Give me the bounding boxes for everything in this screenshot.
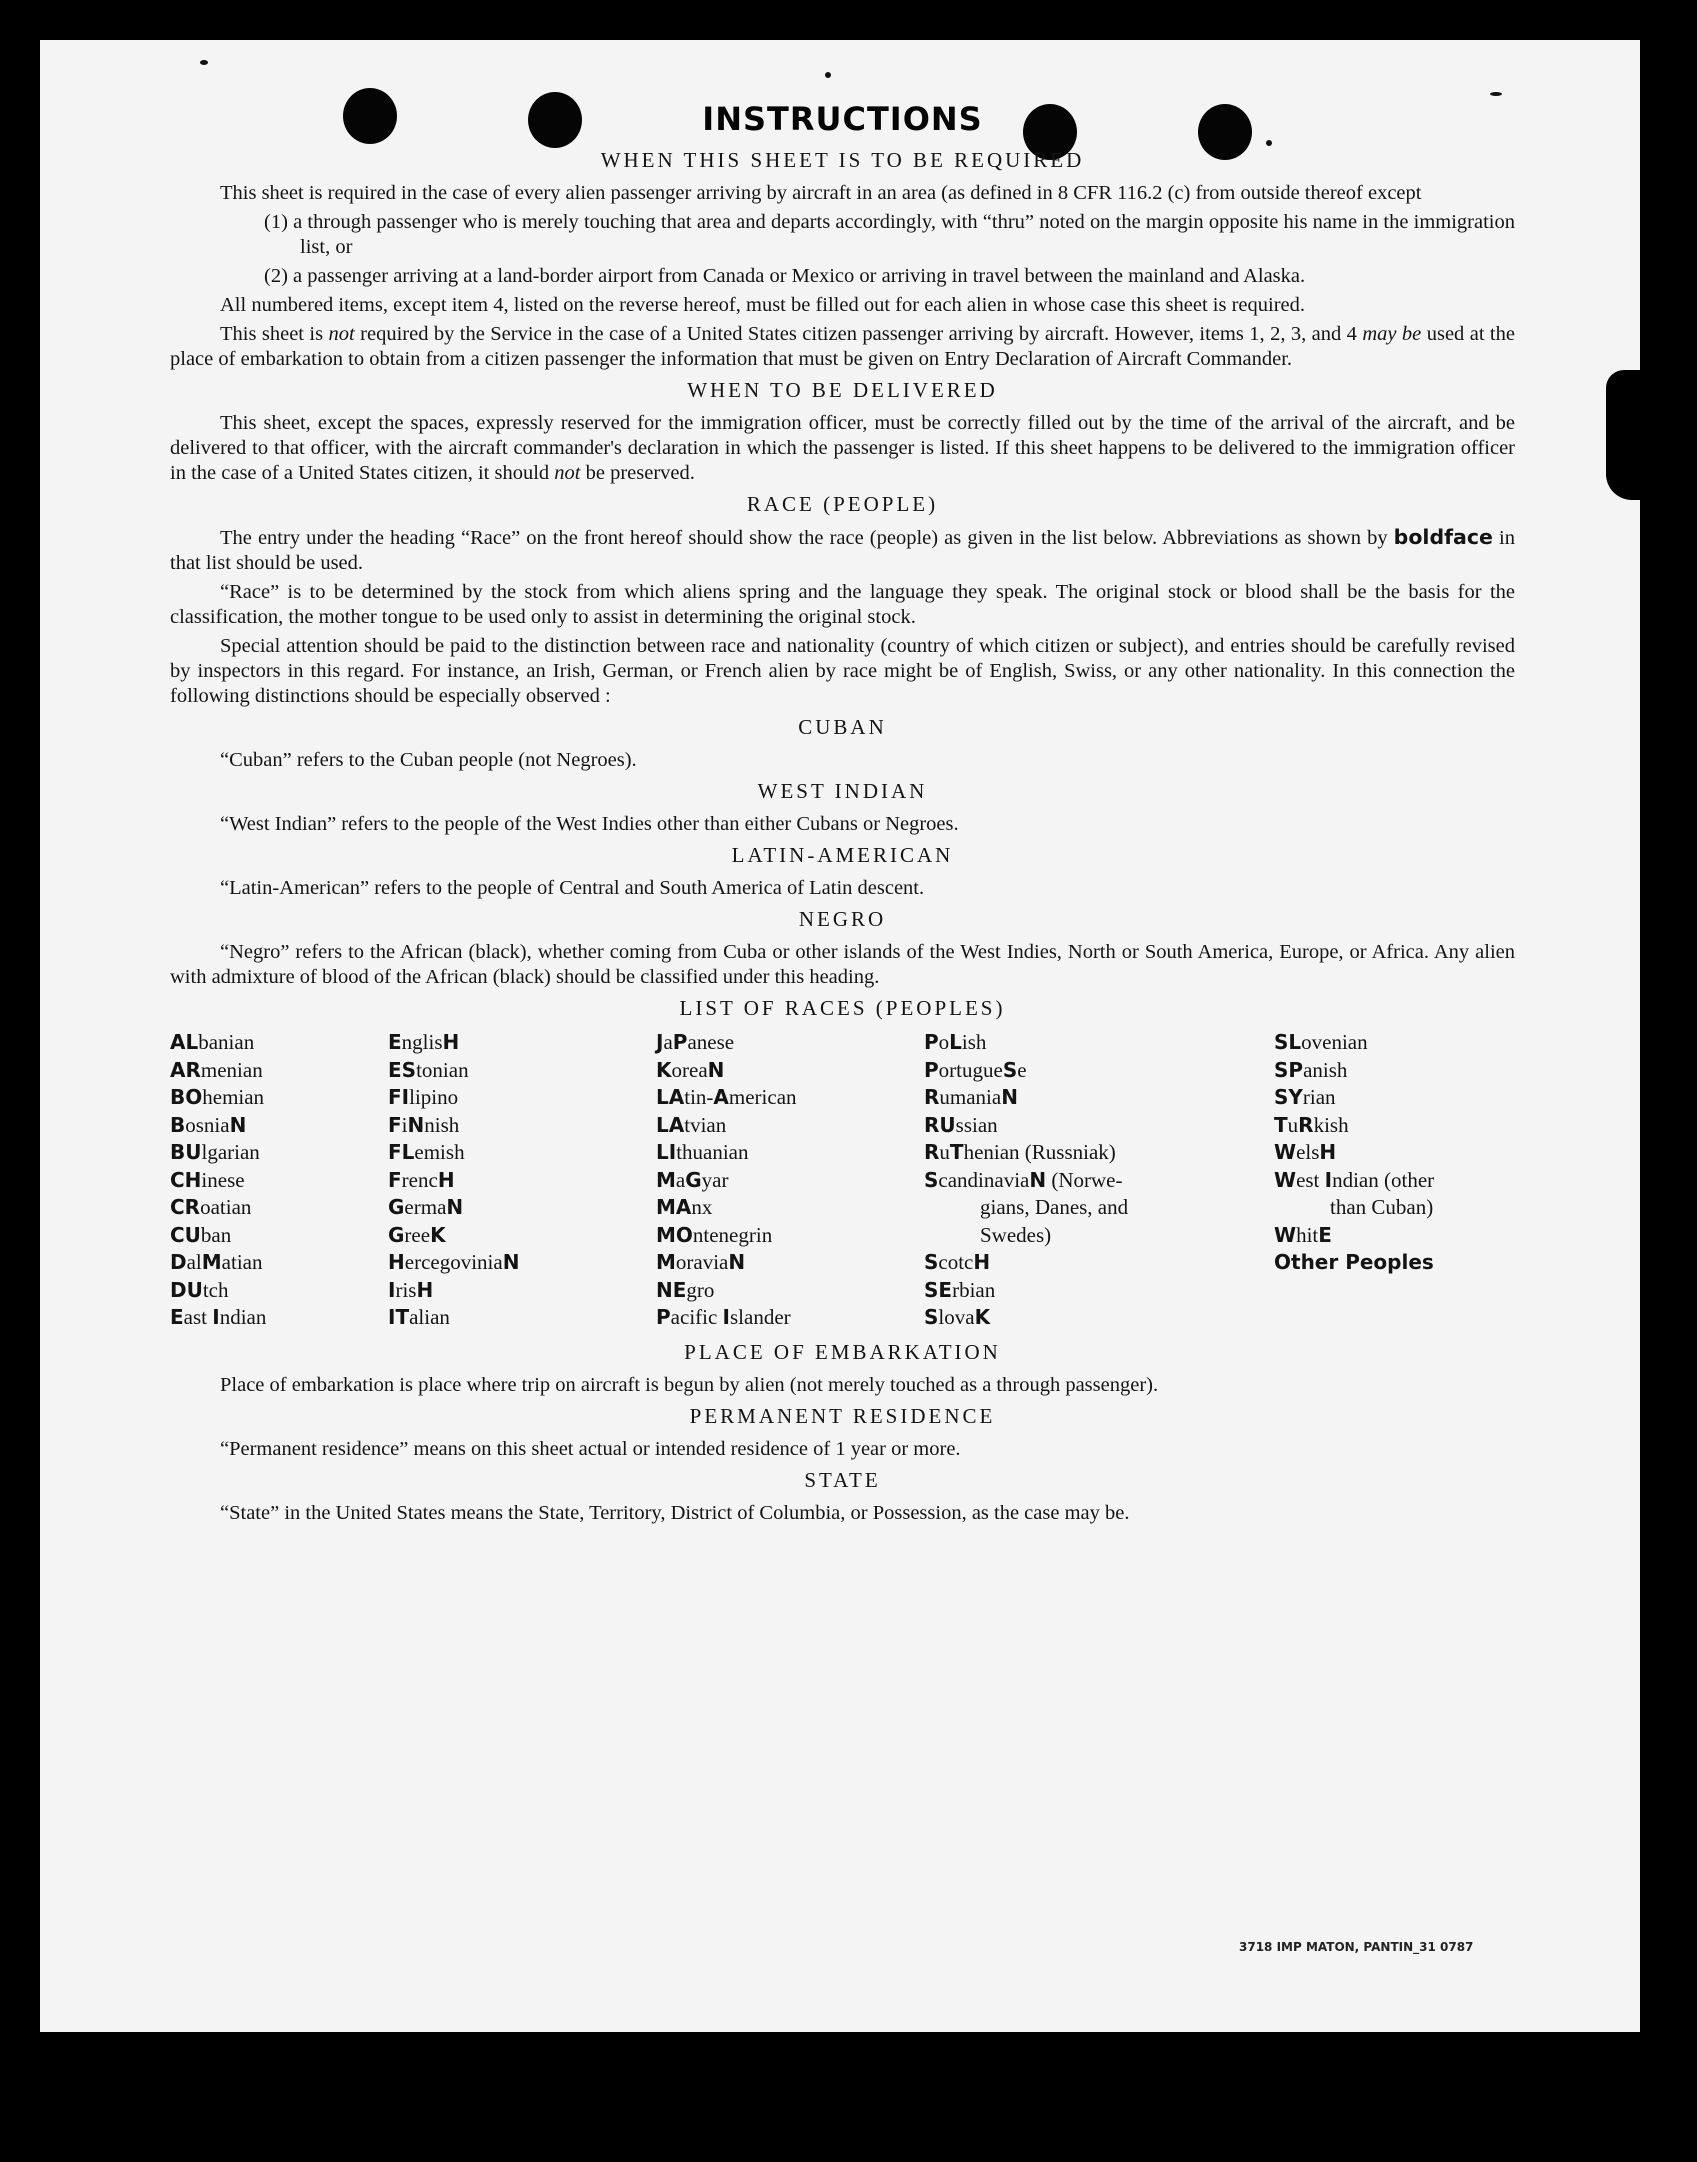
race-text: candinavia — [938, 1167, 1030, 1192]
heading-negro: NEGRO — [798, 907, 887, 931]
race-abbrev: N — [1029, 1167, 1047, 1192]
race-text: lipino — [409, 1085, 459, 1109]
race-abbrev: P — [924, 1030, 939, 1054]
text-run: in that list should be used. — [170, 527, 1515, 574]
race-text: hemian — [202, 1085, 265, 1109]
text-run: This sheet, except the spaces, expressly reserved for the immigration officer, must be correctly filled out by the time of the arrival of the aircraft, and be delivered to that officer, with the aircraft commander's declaration in which the passenger is listed. If this sheet happens to be delivered to the immigration officer in the case of a United States citizen, it should — [170, 412, 1515, 484]
race-item — [924, 1222, 1274, 1250]
heading-west-indian: WEST INDIAN — [757, 779, 928, 803]
race-item — [170, 1304, 388, 1332]
race-text: alian — [409, 1305, 450, 1329]
race-column — [924, 1029, 1274, 1332]
heading-embarkation: PLACE OF EMBARKATION — [684, 1339, 1001, 1364]
race-text: orea — [671, 1057, 708, 1082]
race-abbrev: DU — [170, 1277, 203, 1302]
race-item — [1274, 1222, 1514, 1250]
race-abbrev: W — [1274, 1140, 1297, 1164]
race-text: anish — [1303, 1057, 1348, 1082]
race-item — [656, 1057, 924, 1085]
race-abbrev: MO — [656, 1222, 693, 1247]
race-item — [924, 1139, 1274, 1167]
race-abbrev: N — [707, 1057, 725, 1082]
race-text: menian — [200, 1057, 263, 1082]
race-text: merican — [728, 1085, 797, 1109]
race-text: u — [1287, 1112, 1299, 1137]
race-text: ndian — [219, 1305, 267, 1329]
race-item — [388, 1304, 656, 1332]
heading-when-delivered: WHEN TO BE DELIVERED — [687, 378, 998, 402]
race-text: nx — [691, 1195, 713, 1219]
race-abbrev: I — [1324, 1167, 1333, 1192]
paragraph-race-3: Special attention should be paid to the distinction between race and nationality (country of which citizen or subject), and entries should be carefully revised by inspectors in this regard. For instance, an Irish, German, or French alien by race might be of English, Swiss, or any other nationality. In this connection the following distinctions should be especially observed : — [170, 635, 1515, 707]
race-abbrev: B — [170, 1112, 186, 1137]
exception-1: (1) a through passenger who is merely touching that area and departs accordingly, with “thru” noted on the margin opposite his name in the immigration list, or — [264, 211, 1515, 258]
race-item — [924, 1112, 1274, 1140]
race-abbrev: G — [388, 1195, 405, 1219]
race-abbrev: N — [1001, 1085, 1018, 1109]
race-abbrev: S — [1002, 1057, 1018, 1082]
text-run: The entry under the heading “Race” on the front hereof should show the race (people) as given in the list below. Abbreviations as shown by — [220, 527, 1394, 549]
paragraph-delivered — [170, 411, 1515, 486]
paragraph-numbered-items: All numbered items, except item 4, listed on the reverse hereof, must be filled out for each alien in whose case this sheet is required. — [220, 294, 1306, 316]
race-abbrev: ES — [388, 1057, 417, 1082]
race-text: Swedes) — [980, 1222, 1052, 1247]
race-abbrev: M — [201, 1250, 222, 1274]
race-item — [656, 1194, 924, 1222]
race-abbrev: H — [973, 1250, 991, 1274]
race-abbrev: AR — [170, 1057, 201, 1082]
race-text: al — [186, 1250, 202, 1274]
race-item — [388, 1112, 656, 1140]
race-abbrev: Other Peoples — [1274, 1250, 1434, 1274]
race-text: ntenegrin — [692, 1222, 773, 1247]
race-text: tin- — [684, 1085, 714, 1109]
race-abbrev: NE — [656, 1277, 687, 1302]
race-text: inese — [201, 1167, 245, 1192]
race-text: rian — [1302, 1085, 1336, 1109]
race-abbrev: N — [728, 1250, 746, 1274]
race-text: est — [1296, 1167, 1325, 1192]
race-text: ast — [183, 1305, 213, 1329]
race-abbrev: H — [442, 1030, 460, 1054]
instructions-content — [170, 100, 1515, 1530]
race-text: than Cuban) — [1330, 1195, 1434, 1219]
race-abbrev: T — [1274, 1112, 1288, 1137]
race-text: ortugue — [938, 1057, 1003, 1082]
race-abbrev: S — [924, 1305, 939, 1329]
race-abbrev: RU — [924, 1112, 956, 1137]
race-text: i — [401, 1112, 408, 1137]
race-text: a — [675, 1167, 686, 1192]
race-column — [170, 1029, 388, 1332]
race-text: rbian — [952, 1277, 996, 1302]
race-abbrev: G — [388, 1222, 405, 1247]
race-list — [170, 1029, 1515, 1332]
race-abbrev: P — [672, 1030, 688, 1054]
race-text: emish — [414, 1140, 465, 1164]
bold-word: boldface — [1393, 525, 1493, 549]
race-abbrev: LA — [656, 1085, 685, 1109]
race-text: oravia — [675, 1250, 729, 1274]
paragraph-intro: This sheet is required in the case of every alien passenger arriving by aircraft in an area (as defined in 8 CFR 116.2 (c) from outside thereof except — [220, 182, 1422, 204]
race-item — [388, 1194, 656, 1222]
race-item — [170, 1222, 388, 1250]
race-text: lova — [938, 1305, 975, 1329]
race-abbrev: W — [1274, 1167, 1297, 1192]
race-item — [170, 1029, 388, 1057]
race-abbrev: P — [656, 1305, 671, 1329]
race-text: banian — [198, 1030, 255, 1054]
race-text: nish — [424, 1112, 460, 1137]
race-item — [170, 1084, 388, 1112]
race-text: erma — [404, 1195, 447, 1219]
race-abbrev: IT — [388, 1305, 410, 1329]
race-item — [924, 1194, 1274, 1222]
race-text: tvian — [684, 1112, 727, 1137]
race-text: els — [1296, 1140, 1320, 1164]
race-text: umania — [939, 1085, 1002, 1109]
race-text: ris — [395, 1277, 417, 1302]
race-abbrev: SY — [1274, 1085, 1303, 1109]
race-text: hit — [1296, 1222, 1319, 1247]
paragraph-latin-american: “Latin-American” refers to the people of Central and South America of Latin descent. — [220, 877, 925, 899]
race-abbrev: E — [170, 1305, 184, 1329]
race-text: kish — [1313, 1112, 1349, 1137]
race-column — [388, 1029, 656, 1332]
race-text: tch — [202, 1277, 229, 1302]
text-run: be preserved. — [580, 462, 695, 484]
race-item — [1274, 1029, 1514, 1057]
race-item — [656, 1167, 924, 1195]
race-abbrev: J — [656, 1030, 664, 1054]
race-item — [924, 1084, 1274, 1112]
race-item — [656, 1277, 924, 1305]
race-abbrev: N — [407, 1112, 425, 1137]
race-item — [388, 1277, 656, 1305]
race-abbrev: CH — [170, 1167, 202, 1192]
paragraph-negro: “Negro” refers to the African (black), whether coming from Cuba or other islands of the West Indies, North or South America, Europe, or Africa. Any alien with admixture of blood of the African (black) should be classified under this heading. — [170, 941, 1515, 988]
heading-cuban: CUBAN — [798, 715, 887, 739]
race-abbrev: CU — [170, 1222, 201, 1247]
page-title: INSTRUCTIONS — [702, 100, 983, 138]
race-abbrev: G — [685, 1167, 702, 1192]
race-abbrev: N — [229, 1112, 247, 1137]
race-item — [924, 1057, 1274, 1085]
race-item — [388, 1167, 656, 1195]
race-abbrev: FL — [388, 1140, 415, 1164]
race-text: u — [939, 1140, 950, 1164]
race-item — [388, 1139, 656, 1167]
race-abbrev: FI — [388, 1085, 410, 1109]
paragraph-residence: “Permanent residence” means on this sheet actual or intended residence of 1 year or more. — [220, 1437, 961, 1460]
race-item — [170, 1194, 388, 1222]
race-item — [170, 1139, 388, 1167]
race-abbrev: M — [656, 1250, 676, 1274]
race-text: ish — [961, 1030, 987, 1054]
race-item — [170, 1167, 388, 1195]
heading-list-of-races: LIST OF RACES (PEOPLES) — [679, 996, 1006, 1020]
race-abbrev: F — [388, 1167, 402, 1192]
race-abbrev: AL — [170, 1030, 199, 1054]
race-abbrev: S — [924, 1250, 939, 1274]
race-text: osnia — [185, 1112, 230, 1137]
race-item — [1274, 1194, 1514, 1222]
torn-edge — [1606, 370, 1640, 500]
heading-when-required: WHEN THIS SHEET IS TO BE REQUIRED — [600, 148, 1085, 172]
heading-race: RACE (PEOPLE) — [746, 492, 939, 516]
race-abbrev: SE — [924, 1277, 953, 1302]
race-text: slander — [730, 1305, 791, 1329]
race-item — [656, 1084, 924, 1112]
heading-permanent-residence: PERMANENT RESIDENCE — [689, 1403, 996, 1428]
race-abbrev: I — [388, 1277, 396, 1302]
race-item — [924, 1304, 1274, 1332]
race-abbrev: H — [1319, 1140, 1337, 1164]
race-item — [656, 1222, 924, 1250]
speck — [200, 60, 208, 65]
race-text: nglis — [401, 1030, 443, 1054]
paragraph-west-indian: “West Indian” refers to the people of the West Indies other than either Cubans or Negroes. — [220, 813, 959, 835]
race-text: thuanian — [676, 1140, 749, 1164]
race-abbrev: N — [446, 1195, 464, 1219]
race-abbrev: I — [722, 1305, 730, 1329]
race-text: ban — [200, 1222, 232, 1247]
race-item — [1274, 1112, 1514, 1140]
race-item — [1274, 1249, 1514, 1277]
race-abbrev: K — [656, 1057, 672, 1082]
race-abbrev: N — [502, 1250, 520, 1274]
heading-state: STATE — [804, 1467, 881, 1492]
race-item — [170, 1277, 388, 1305]
race-item — [924, 1277, 1274, 1305]
race-item — [656, 1029, 924, 1057]
race-item — [656, 1304, 924, 1332]
race-column — [1274, 1029, 1514, 1332]
race-text: yar — [701, 1167, 729, 1192]
race-item — [1274, 1139, 1514, 1167]
race-text: ovenian — [1301, 1030, 1368, 1054]
race-text: renc — [401, 1167, 438, 1192]
race-abbrev: L — [949, 1030, 962, 1054]
race-abbrev: I — [212, 1305, 220, 1329]
document-sheet — [40, 40, 1640, 2032]
race-abbrev: H — [437, 1167, 455, 1192]
race-text: (Norwe- — [1046, 1167, 1123, 1192]
race-abbrev: T — [949, 1140, 964, 1164]
race-abbrev: P — [924, 1057, 939, 1082]
race-abbrev: LI — [656, 1140, 677, 1164]
race-column — [656, 1029, 924, 1332]
race-text: o — [938, 1030, 950, 1054]
race-item — [1274, 1057, 1514, 1085]
race-item — [170, 1249, 388, 1277]
race-item — [656, 1139, 924, 1167]
race-item — [388, 1249, 656, 1277]
race-abbrev: A — [713, 1085, 729, 1109]
race-abbrev: S — [924, 1167, 939, 1192]
race-text: oatian — [200, 1195, 252, 1219]
exception-2: (2) a passenger arriving at a land-border airport from Canada or Mexico or arriving in travel between the mainland and Alaska. — [264, 265, 1306, 287]
race-abbrev: D — [170, 1250, 187, 1274]
italic-not: not — [328, 323, 355, 345]
race-item — [388, 1222, 656, 1250]
race-item — [388, 1057, 656, 1085]
race-item — [924, 1029, 1274, 1057]
race-abbrev: BU — [170, 1140, 202, 1164]
race-text: ssian — [955, 1112, 998, 1137]
race-text: gians, Danes, and — [980, 1195, 1129, 1219]
race-text: henian (Russniak) — [963, 1140, 1116, 1164]
race-item — [924, 1249, 1274, 1277]
race-abbrev: CR — [170, 1195, 201, 1219]
race-abbrev: SP — [1274, 1057, 1304, 1082]
race-item — [170, 1057, 388, 1085]
race-abbrev: MA — [656, 1195, 692, 1219]
race-item — [170, 1112, 388, 1140]
speck — [825, 72, 831, 78]
text-run: required by the Service in the case of a United States citizen passenger arriving by aircraft. However, items 1, 2, 3, and 4 — [354, 323, 1363, 345]
race-abbrev: H — [388, 1250, 405, 1274]
speck — [1490, 92, 1502, 96]
race-item — [388, 1029, 656, 1057]
race-abbrev: R — [1298, 1112, 1314, 1137]
race-text: a — [663, 1030, 673, 1054]
race-abbrev: R — [924, 1140, 940, 1164]
race-abbrev: F — [388, 1112, 402, 1137]
form-print-code: 3718 IMP MATON, PANTIN_31 0787 — [1239, 1940, 1474, 1954]
race-text: ndian (other — [1332, 1167, 1435, 1192]
paragraph-state: “State” in the United States means the State, Territory, District of Columbia, or Possession, as the case may be. — [220, 1501, 1130, 1524]
paragraph-race-2: “Race” is to be determined by the stock from which aliens spring and the language they speak. The original stock or blood shall be the basis for the classification, the mother tongue to be used only to assist in determining the original stock. — [170, 581, 1515, 628]
race-text: acific — [670, 1305, 723, 1329]
race-text: cotc — [938, 1250, 974, 1274]
race-item — [656, 1249, 924, 1277]
race-abbrev: W — [1274, 1222, 1297, 1247]
race-text: ercegovinia — [404, 1250, 503, 1274]
race-item — [924, 1167, 1274, 1195]
race-abbrev: M — [656, 1167, 676, 1192]
race-item — [388, 1084, 656, 1112]
race-item — [656, 1112, 924, 1140]
heading-latin-american: LATIN-AMERICAN — [731, 843, 954, 867]
race-abbrev: R — [924, 1085, 940, 1109]
race-text: e — [1017, 1057, 1027, 1082]
race-item — [1274, 1084, 1514, 1112]
paragraph-cuban: “Cuban” refers to the Cuban people (not Negroes). — [220, 749, 637, 771]
race-text: lgarian — [201, 1140, 260, 1164]
race-abbrev: K — [430, 1222, 446, 1247]
paragraph-race-1 — [170, 525, 1515, 576]
race-text: anese — [687, 1030, 735, 1054]
race-abbrev: E — [388, 1030, 402, 1054]
text-run: used at the place of embarkation to obtain from a citizen passenger the information that must be given on Entry Declaration of Aircraft Commander. — [170, 323, 1515, 370]
race-text: tonian — [416, 1057, 469, 1082]
race-abbrev: LA — [656, 1112, 685, 1137]
race-abbrev: H — [416, 1277, 434, 1302]
race-text: gro — [686, 1277, 715, 1302]
italic-may-be: may be — [1362, 323, 1422, 345]
race-abbrev: BO — [170, 1085, 203, 1109]
race-abbrev: K — [974, 1305, 991, 1329]
race-abbrev: E — [1318, 1222, 1332, 1247]
race-abbrev: SL — [1274, 1030, 1302, 1054]
text-run: This sheet is — [220, 323, 329, 345]
paragraph-embarkation: Place of embarkation is place where trip on aircraft is begun by alien (not merely touched as a through passenger). — [220, 1373, 1159, 1396]
race-text: atian — [221, 1250, 263, 1274]
paragraph-citizen — [170, 322, 1515, 372]
race-item — [1274, 1167, 1514, 1195]
italic-not: not — [554, 462, 581, 484]
race-text: ree — [404, 1222, 431, 1247]
